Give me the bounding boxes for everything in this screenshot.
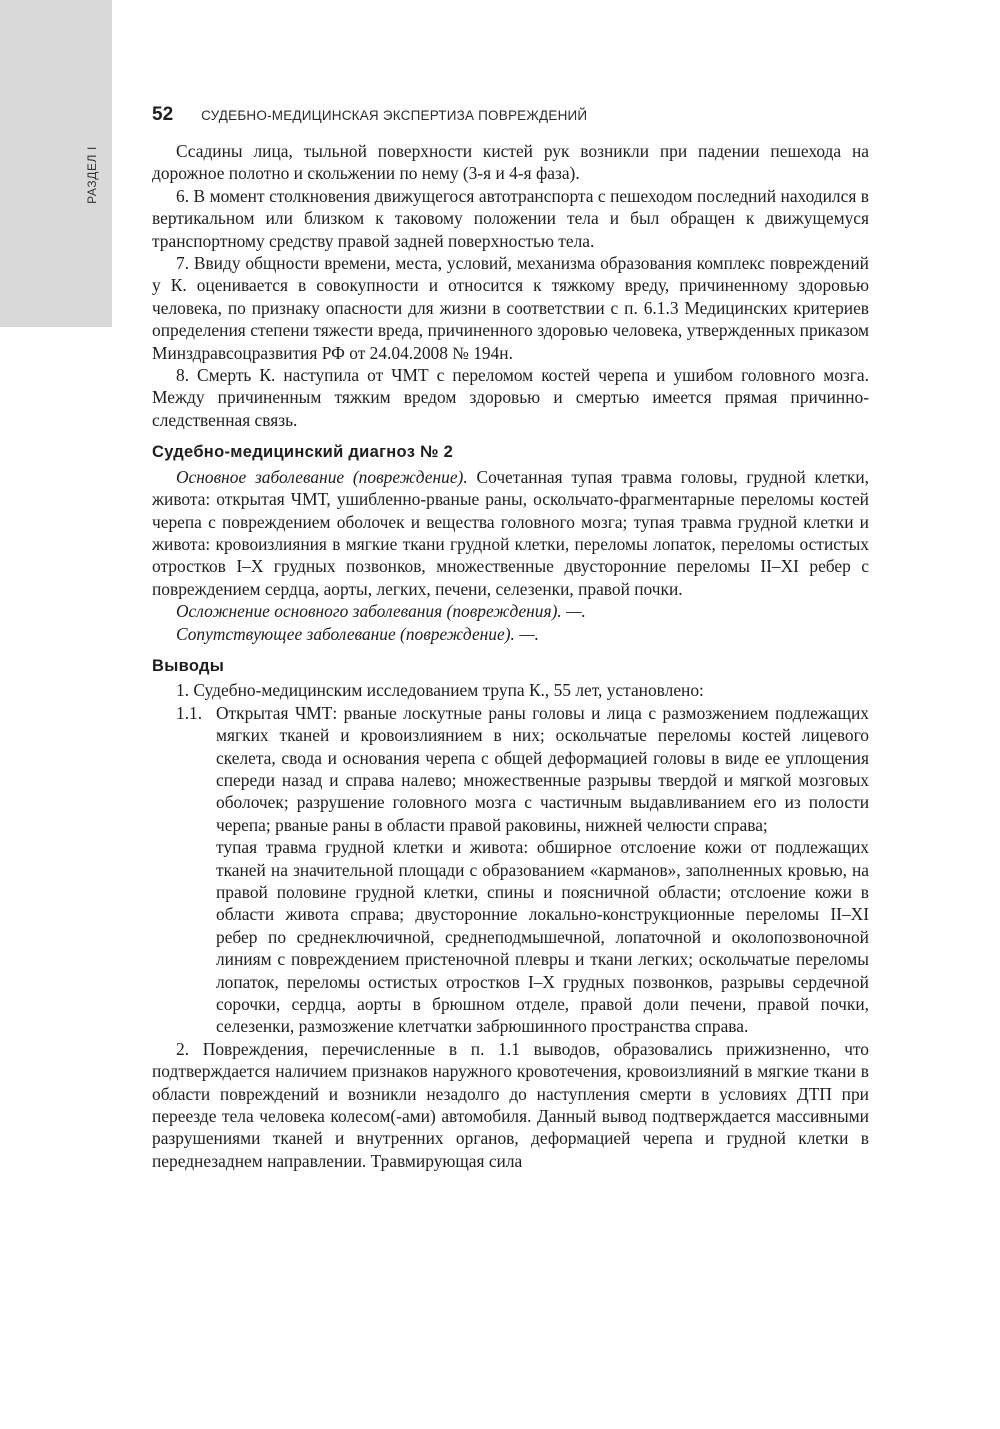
diagnosis-main-text: Сочетанная тупая травма головы, грудной клетки, живота: открытая ЧМТ, ушибленно-рваные раны, оскольчато-фрагментарные переломы костей черепа с повреждением оболочек и вещества головного мозга; тупая травма грудной клетки и живота: кровоизлияния в мягкие ткани грудной клетки, переломы лопаток, переломы остистых отростков I–X грудных позвонков, множественные двусторонние переломы II–XI ребер с повреждением сердца, аорты, легких, печени, селезенки, правой почки. — [152, 466, 870, 599]
paragraph-6: 6. В момент столкновения движущегося автотранспорта с пешеходом последний находился в вертикальном или близком к таковому положении тела и был обращен к движущемуся транспортному средству правой задней поверхностью тела. — [152, 185, 869, 251]
conclusion-item-1-1-number: 1.1. — [176, 702, 203, 723]
conclusion-item-2: 2. Повреждения, перечисленные в п. 1.1 выводов, образовались прижизненно, что подтверждается наличием признаков наружного кровотечения, кровоизлияний в мягкие ткани в области повреждений и возникли незадолго до наступления смерти в условиях ДТП при переезде тела человека колесом(-ами) автомобиля. Данный вывод подтверждается массивными разрушениями тканей и внутренних органов, деформацией черепа и грудной клетки в переднезаднем направлении. Травмирующая сила — [152, 1038, 869, 1171]
paragraph-7: 7. Ввиду общности времени, места, условий, механизма образования комплекс повреждений у К. оценивается в совокупности и относится к тяжкому вреду, причиненному здоровью человека, по признаку опасности для жизни в соответствии с п. 6.1.3 Медицинских критериев определения степени тяжести вреда, причиненного здоровью человека, утвержденных приказом Минздравсоцразвития РФ от 24.04.2008 № 194н. — [152, 253, 869, 363]
paragraph-continuation: Ссадины лица, тыльной поверхности кистей рук возникли при падении пешехода на дорожное полотно и скольжении по нему (3-я и 4-я фаза). — [152, 141, 869, 184]
diagnosis-main-label: Основное заболевание (повреждение). — [176, 466, 468, 487]
conclusion-item-1-1-body — [216, 702, 869, 1038]
page-header — [152, 104, 872, 126]
paragraph-8: 8. Смерть К. наступила от ЧМТ с переломом костей черепа и ушибом головного мозга. Между причиненным тяжким вредом здоровью и смертью имеется прямая причинно-следственная связь. — [152, 365, 869, 430]
diagnosis-concomitant: Сопутствующее заболевание (повреждение). —. — [176, 623, 540, 644]
conclusion-item-1-1-chest-injury: тупая травма грудной клетки и живота: обширное отслоение кожи от подлежащих тканей на значительной площади с образованием «карманов», заполненных кровью, на правой половине грудной клетки, спины и поясничной области; отслоение кожи в области живота справа; двусторонние локально-конструкционные переломы II–XI ребер по среднеключичной, среднеподмышечной, лопаточной и околопозвоночной линиям с повреждением пристеночной плевры и ткани легких; оскольчатые переломы лопаток, переломы остистых отростков I–X грудных позвонков, разрывы сердечной сорочки, сердца, аорты в брюшном отделе, правой доли печени, правой почки, селезенки, размозжение клетчатки забрюшинного пространства справа. — [216, 837, 869, 1037]
conclusion-item-1: 1. Судебно-медицинским исследованием трупа К., 55 лет, установлено: — [176, 680, 704, 701]
conclusion-item-1-1-head-injury: Открытая ЧМТ: рваные лоскутные раны головы и лица с размозжением подлежащих мягких тканей и кровоизлиянием в них; оскольчатые переломы костей лицевого скелета, свода и основания черепа с общей деформацией головы в виде ее уплощения спереди назад и справа налево; множественные разрывы твердой и мягкой мозговых оболочек; разрушение головного мозга с частичным выдавливанием его из полости черепа; рваные раны в области правой раковины, нижней челюсти справа; — [216, 702, 869, 835]
diagnosis-heading: Судебно-медицинский диагноз № 2 — [152, 443, 454, 462]
diagnosis-complication: Осложнение основного заболевания (повреждения). —. — [176, 601, 586, 622]
running-title: СУДЕБНО-МЕДИЦИНСКАЯ ЭКСПЕРТИЗА ПОВРЕЖДЕНИЙ — [201, 108, 588, 123]
diagnosis-main — [152, 466, 869, 600]
page-number: 52 — [152, 104, 174, 125]
conclusions-heading: Выводы — [152, 656, 225, 675]
section-label: РАЗДЕЛ I — [85, 146, 99, 204]
section-side-tab — [0, 0, 112, 327]
conclusion-item-1-1 — [152, 702, 869, 1038]
page-body — [152, 140, 869, 1172]
